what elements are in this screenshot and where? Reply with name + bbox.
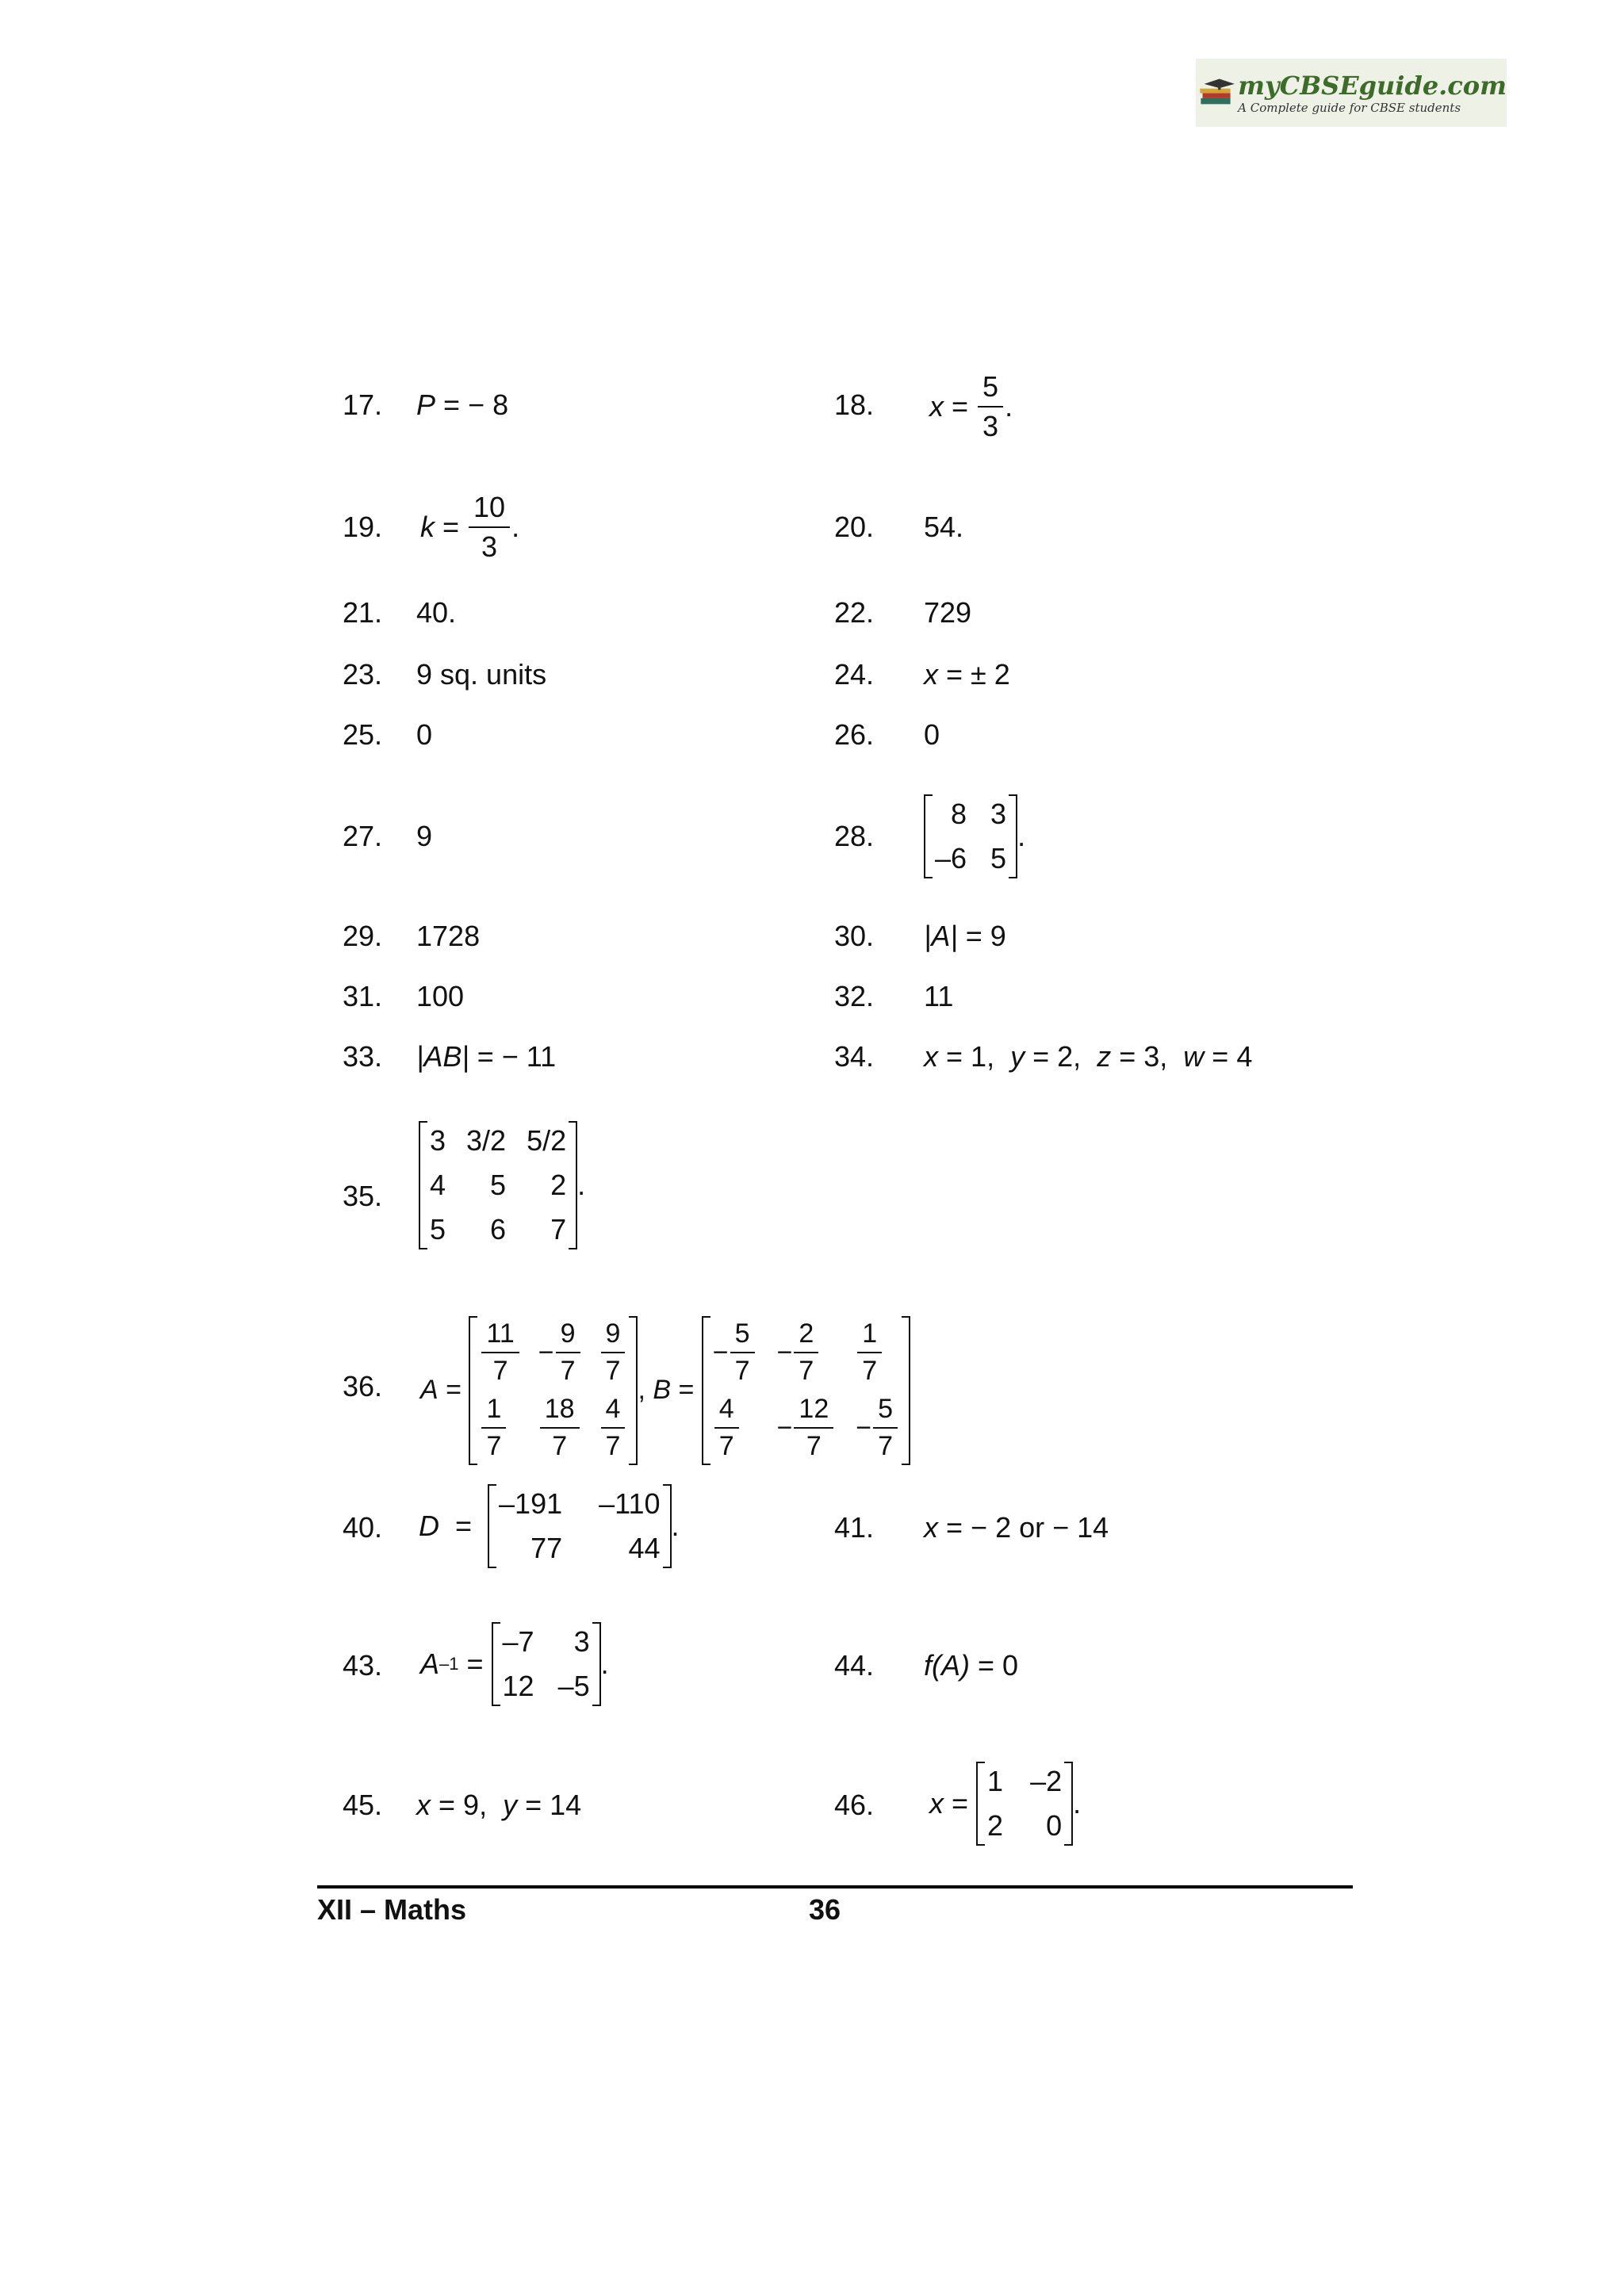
q23-number: 23. — [343, 658, 383, 691]
q45-number: 45. — [343, 1789, 383, 1821]
q41-number: 41. — [834, 1511, 875, 1544]
q26-answer: 0 — [924, 718, 940, 751]
footer-subject: XII – Maths — [317, 1893, 467, 1926]
q21-number: 21. — [343, 596, 383, 629]
logo-name: myCBSEguide.com — [1238, 71, 1507, 101]
q24-answer: x = ± 2 — [924, 658, 1010, 691]
q35-matrix: 3 3/2 5/2 4 5 2 5 6 7 — [419, 1121, 577, 1249]
q29-number: 29. — [343, 920, 383, 952]
q36-answer: A = $\frac{11}{7}$ − $\frac{9}{7}$ $\frac{9}{7}$ $\frac{1}{7}$ $\frac{18}{7}$ $\frac{4}{7}$ , B = − $\frac{5}{7}$ − $\frac{2}{7}$ $\frac{1}{7}$ $\frac{4}{7}$ − $\frac{12}{7}$ − $\frac{5}{7}$ — [420, 1316, 910, 1465]
q19-answer: k = $\frac{10}{3}$ . — [420, 491, 520, 563]
q30-number: 30. — [834, 920, 875, 952]
page-number: 36 — [809, 1893, 841, 1926]
q43-answer: A –1 = –7 3 12 –5 . — [420, 1622, 609, 1706]
books-icon — [1196, 59, 1238, 127]
q26-number: 26. — [834, 718, 875, 751]
q31-answer: 100 — [416, 980, 465, 1012]
q40-number: 40. — [343, 1511, 383, 1544]
q46-matrix: 1 –2 2 0 — [976, 1762, 1073, 1846]
q36-number: 36. — [343, 1370, 383, 1402]
q31-number: 31. — [343, 980, 383, 1012]
q25-answer: 0 — [416, 718, 433, 751]
q18-answer: x = $\frac{5}{3}$ . — [929, 370, 1013, 442]
q28-matrix: 8 3 –6 5 — [924, 794, 1017, 878]
q25-number: 25. — [343, 718, 383, 751]
q22-answer: 729 — [924, 596, 972, 629]
q18-fraction: $\frac{5}{3}$ — [978, 371, 1003, 442]
q27-answer: 9 — [416, 820, 433, 852]
q24-number: 24. — [834, 658, 875, 691]
q18-number: 18. — [834, 388, 875, 421]
q21-answer: 40. — [416, 596, 457, 629]
q34-number: 34. — [834, 1040, 875, 1073]
q40-answer: D = –191 –110 77 44 . — [419, 1484, 680, 1568]
q33-number: 33. — [343, 1040, 383, 1073]
q32-number: 32. — [834, 980, 875, 1012]
q27-number: 27. — [343, 820, 383, 852]
logo-tagline: A Complete guide for CBSE students — [1238, 101, 1461, 115]
q20-answer: 54. — [924, 511, 964, 543]
q36-matrix-b: − $\frac{5}{7}$ − $\frac{2}{7}$ $\frac{1}{7}$ $\frac{4}{7}$ − $\frac{12}{7}$ − $\frac{5}{7}$ — [702, 1316, 910, 1465]
logo — [1196, 59, 1507, 127]
q28-answer: 8 3 –6 5 . — [924, 794, 1025, 878]
q34-answer: x = 1, y = 2, z = 3, w = 4 — [924, 1040, 1253, 1073]
footer-rule — [317, 1885, 1353, 1888]
q28-number: 28. — [834, 820, 875, 852]
q23-answer: 9 sq. units — [416, 658, 547, 691]
q45-answer: x = 9, y = 14 — [416, 1789, 582, 1821]
q43-matrix: –7 3 12 –5 — [492, 1622, 601, 1706]
q46-number: 46. — [834, 1789, 875, 1821]
q19-number: 19. — [343, 511, 383, 543]
q35-number: 35. — [343, 1180, 383, 1212]
q19-fraction: $\frac{10}{3}$ — [469, 492, 510, 562]
q44-answer: f(A) = 0 — [924, 1649, 1019, 1682]
q17-answer: P = − 8 — [416, 388, 509, 421]
q40-matrix: –191 –110 77 44 — [488, 1484, 672, 1568]
q20-number: 20. — [834, 511, 875, 543]
q44-number: 44. — [834, 1649, 875, 1682]
q43-number: 43. — [343, 1649, 383, 1682]
q30-answer: |A| = 9 — [924, 920, 1006, 952]
q46-answer: x = 1 –2 2 0 . — [929, 1762, 1081, 1846]
q36-matrix-a: $\frac{11}{7}$ − $\frac{9}{7}$ $\frac{9}{7}$ $\frac{1}{7}$ $\frac{18}{7}$ $\frac{4}{7}$ — [469, 1316, 638, 1465]
q17-number: 17. — [343, 388, 383, 421]
q32-answer: 11 — [924, 980, 954, 1012]
q35-answer: 3 3/2 5/2 4 5 2 5 6 7 . — [419, 1121, 585, 1249]
q22-number: 22. — [834, 596, 875, 629]
q29-answer: 1728 — [416, 920, 481, 952]
q33-answer: |AB| = − 11 — [416, 1040, 557, 1073]
q41-answer: x = − 2 or − 14 — [924, 1511, 1109, 1544]
